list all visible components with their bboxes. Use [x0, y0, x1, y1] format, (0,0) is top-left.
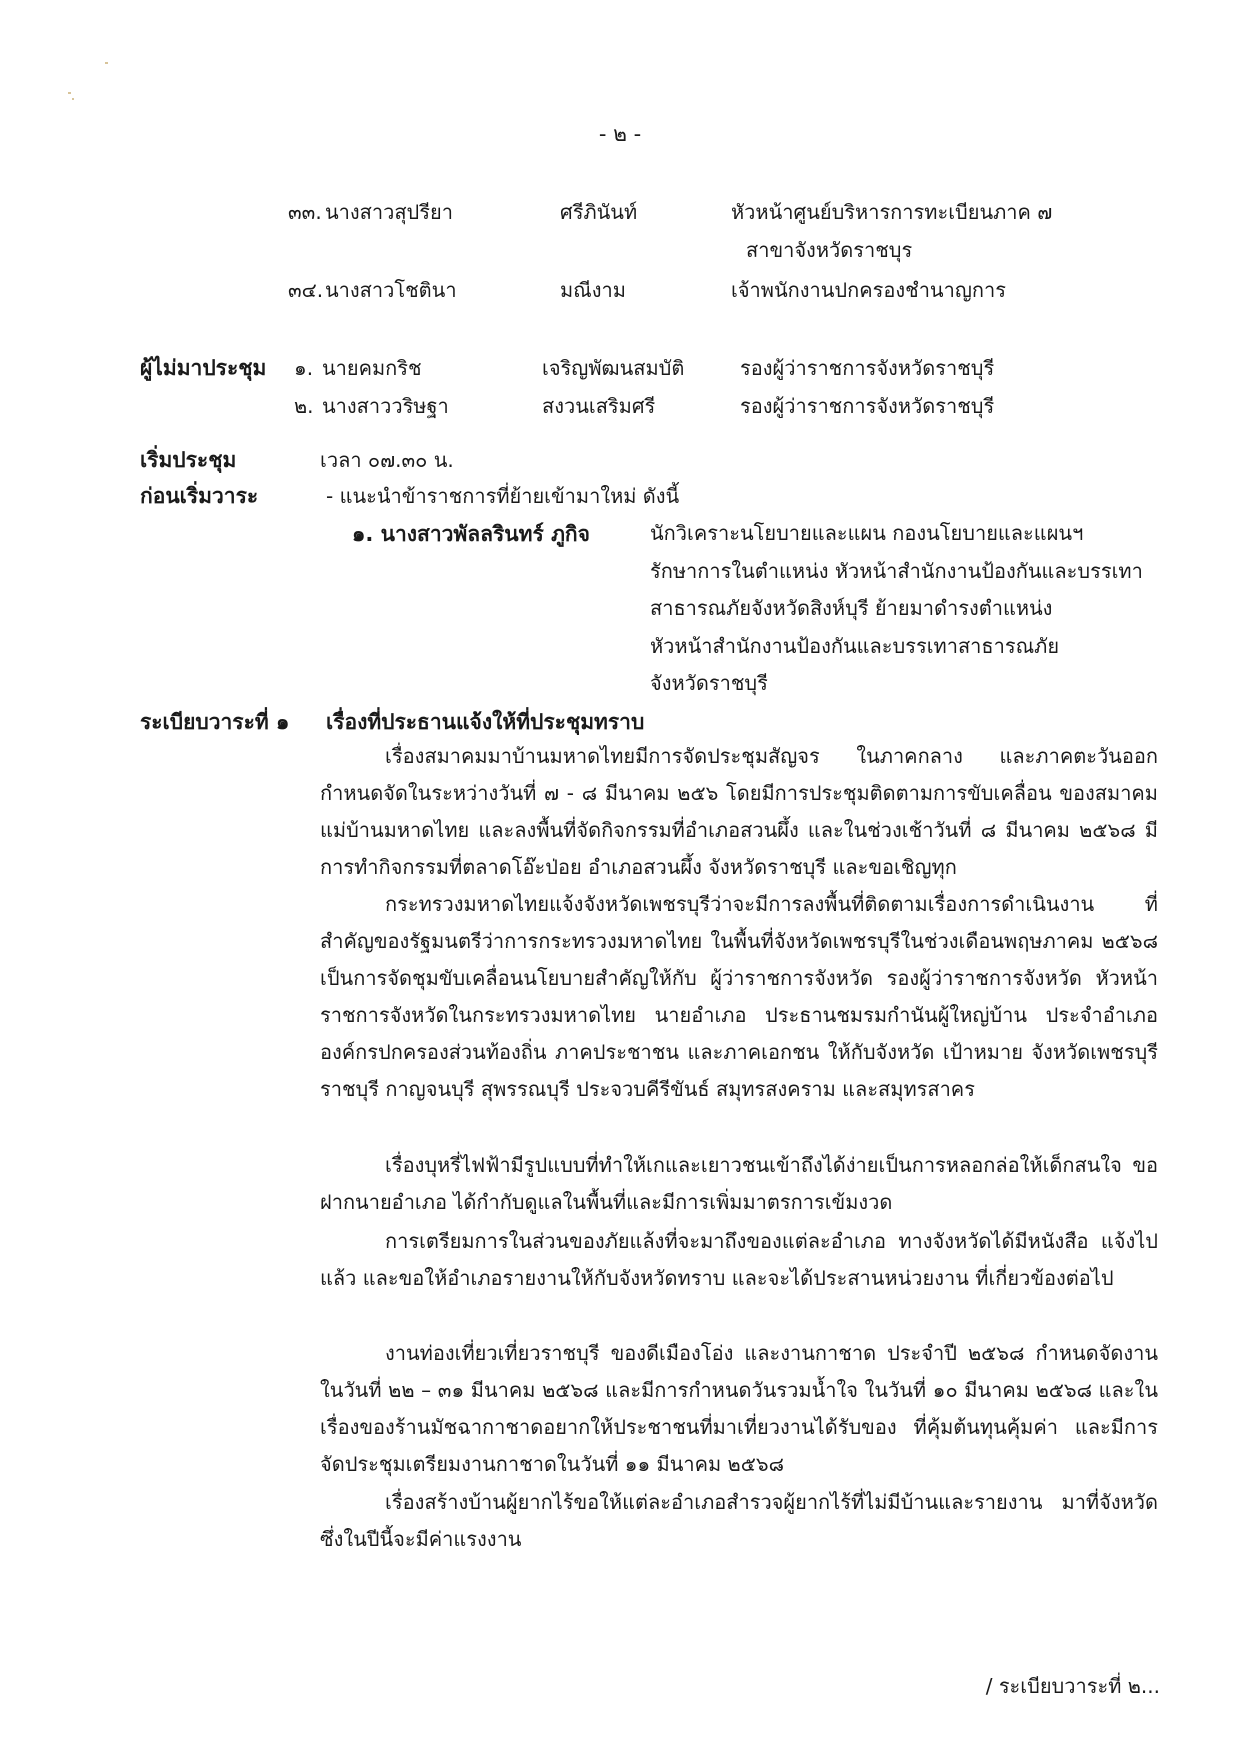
agenda1-label: ระเบียบวาระที่ ๑ [140, 710, 290, 734]
agenda1-paragraph: งานท่องเที่ยวเที่ยวราชบุรี ของดีเมืองโอ่ง และงานกาชาด ประจำปี ๒๕๖๘ กำหนดจัดงานในวันที่ ๒๒ – ๓๑ มีนาคม ๒๕๖๘ และมีการกำหนดวันรวมน้ำใจ ในวันที่ ๑๐ มีนาคม ๒๕๖๘ และในเรื่องของร้านมัชฉากาชาดอยากให้ประชาชนที่มาเที่ยวงานได้รับของ ที่คุ้มต้นทุนคุ้มค่า และมีการจัดประชุมเตรียมงานกาชาดในวันที่ ๑๑ มีนาคม ๒๕๖๘ [320, 1341, 1158, 1476]
newcomer-details: นักวิเคราะนโยบายและแผน กองนโยบายและแผนฯ รักษาการในตำแหน่ง หัวหน้าสำนักงานป้องกันและบรรเทา สาธารณภัยจังหวัดสิงห์บุรี ย้ายมาดำรงตำแหน่ง หัวหน้าสำนักงานป้องกันและบรรเทาสาธารณภัย จังหวัดราชบุรี [650, 521, 1143, 695]
agenda1-title: เรื่องที่ประธานแจ้งให้ที่ประชุมทราบ [326, 710, 645, 734]
agenda1-paragraph: กระทรวงมหาดไทยแจ้งจังหวัดเพชรบุรีว่าจะมีการลงพื้นที่ติดตามเรื่องการดำเนินงาน ที่สำคัญของรัฐมนตรีว่าการกระทรวงมหาดไทย ในพื้นที่จังหวัดเพชรบุรีในช่วงเดือนพฤษภาคม ๒๕๖๘ เป็นการจัดชุมขับเคลื่อนนโยบายสำคัญให้กับ ผู้ว่าราชการจังหวัด รองผู้ว่าราชการจังหวัด หัวหน้าราชการจังหวัดในกระทรวงมหาดไทย นายอำเภอ ประธานชมรมกำนันผู้ใหญ่บ้าน ประจำอำเภอ องค์กรปกครองส่วนท้องถิ่น ภาคประชาชน และภาคเอกชน ให้กับจังหวัด เป้าหมาย จังหวัดเพชรบุรี ราชบุรี กาญจนบุรี สุพรรณบุรี ประจวบคีรีขันธ์ สมุทรสงคราม และสมุทรสาคร [320, 892, 1158, 1101]
absent-label: ผู้ไม่มาประชุม [140, 356, 267, 380]
newcomer-name: ๑. นางสาวพัลลรินทร์ ภูกิจ [352, 522, 590, 546]
scan-speck [105, 62, 108, 64]
agenda1-paragraph: การเตรียมการในส่วนของภัยแล้งที่จะมาถึงของแต่ละอำเภอ ทางจังหวัดได้มีหนังสือ แจ้งไปแล้ว และขอให้อำเภอรายงานให้กับจังหวัดทราบ และจะได้ประสานหน่วยงาน ที่เกี่ยวข้องต่อไป [320, 1229, 1158, 1290]
pre-agenda-intro: - แนะนำข้าราชการที่ย้ายเข้ามาใหม่ ดังนี้ [326, 484, 680, 508]
start-time: เวลา ๐๗.๓๐ น. [320, 448, 454, 472]
agenda1-paragraph: เรื่องบุหรี่ไฟฟ้ามีรูปแบบที่ทำให้เกและเยาวชนเข้าถึงได้ง่ายเป็นการหลอกล่อให้เด็กสนใจ ขอฝากนายอำเภอ ได้กำกับดูแลในพื้นที่และมีการเพิ่มมาตรการเข้มงวด [320, 1153, 1158, 1214]
scan-speck [72, 98, 74, 100]
page-number: - ๒ - [598, 122, 642, 146]
agenda1-paragraph: เรื่องสร้างบ้านผู้ยากไร้ขอให้แต่ละอำเภอสำรวจผู้ยากไร้ที่ไม่มีบ้านและรายงาน มาที่จังหวัดซึ่งในปีนี้จะมีค่าแรงงาน [320, 1490, 1158, 1551]
start-label: เริ่มประชุม [140, 448, 237, 472]
pre-agenda-label: ก่อนเริ่มวาระ [140, 484, 259, 508]
agenda1-paragraph: เรื่องสมาคมมาบ้านมหาดไทยมีการจัดประชุมสัญจร ในภาคกลาง และภาคตะวันออก กำหนดจัดในระหว่างวันที่ ๗ - ๘ มีนาคม ๒๕๖ โดยมีการประชุมติดตามการขับเคลื่อน ของสมาคมแม่บ้านมหาดไทย และลงพื้นที่จัดกิจกรรมที่อำเภอสวนผึ้ง และในช่วงเช้าวันที่ ๘ มีนาคม ๒๕๖๘ มีการทำกิจกรรมที่ตลาดโอ๊ะป่อย อำเภอสวนผึ้ง จังหวัดราชบุรี และขอเชิญทุก [320, 744, 1158, 879]
attendee-row-cont: สาขาจังหวัดราชบุร [746, 238, 913, 262]
next-page-indicator: / ระเบียบวาระที่ ๒... [985, 1674, 1160, 1698]
scan-speck [68, 92, 71, 94]
